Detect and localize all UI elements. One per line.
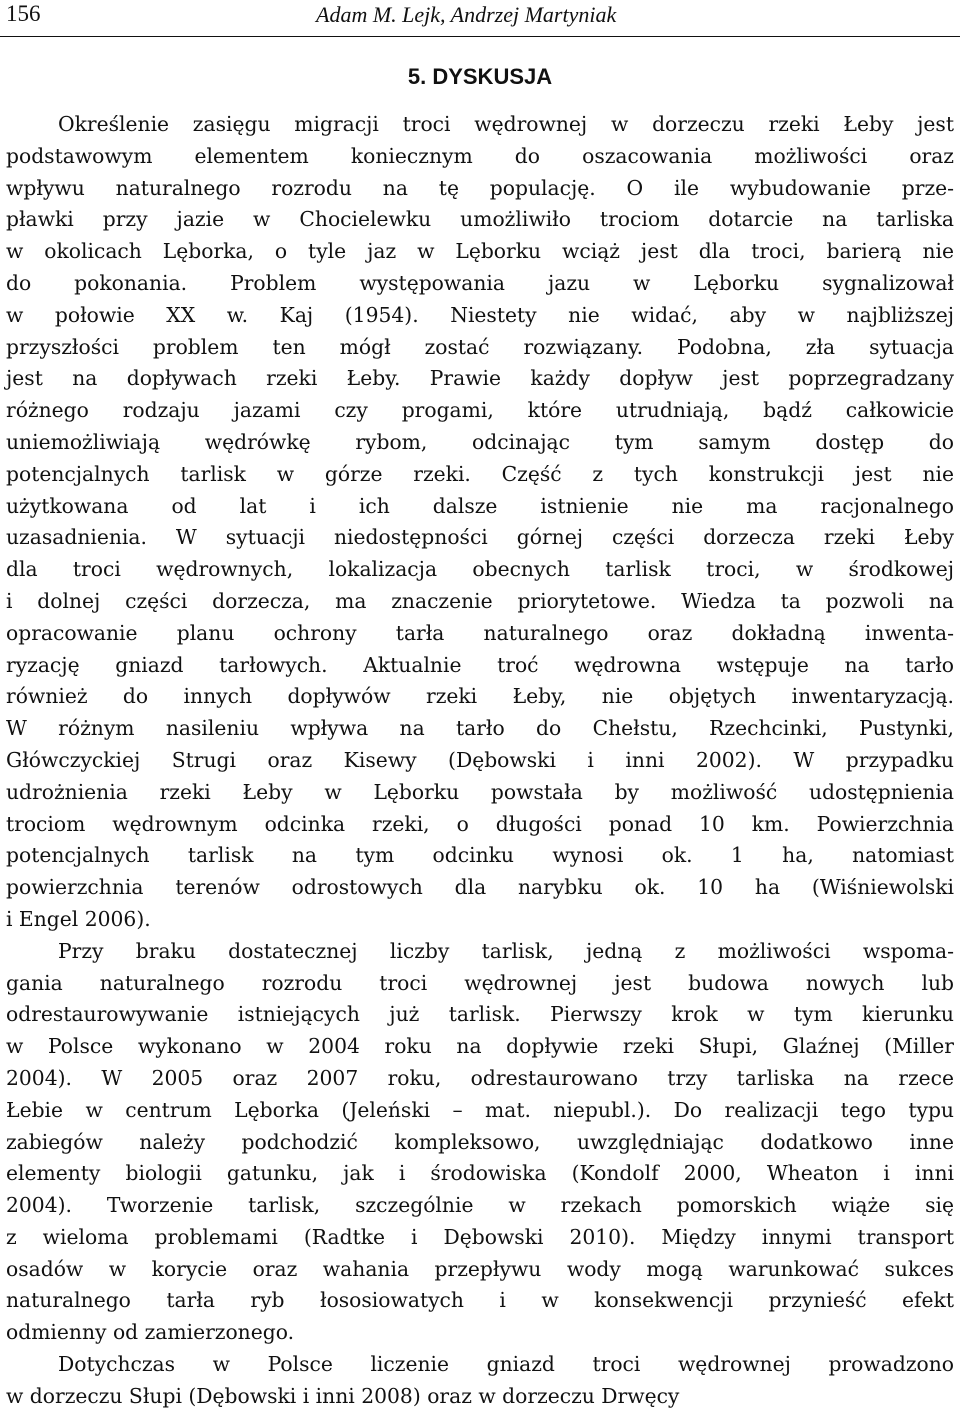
running-head: Adam M. Lejk, Andrzej Martyniak [316,2,617,27]
text-line: potencjalnych tarlisk na tym odcinku wynosi ok. 1 ha, natomiast [6,843,954,868]
text-line: Dotychczas w Polsce liczenie gniazd troci wędrownej prowadzono [58,1352,954,1377]
text-line: trociom wędrownym odcinka rzeki, o długości ponad 10 km. Powierzchnia [6,811,954,836]
text-line: dla troci wędrownych, lokalizacja obecnych tarlisk troci, w środkowej [6,557,954,582]
paragraph [6,109,954,936]
text-line: uniemożliwiają wędrówkę rybom, odcinając tym samym dostęp do [6,429,954,454]
text-line: zabiegów należy podchodzić kompleksowo, uwzględniając dodatkowo inne [6,1129,954,1154]
text-line: elementy biologii gatunku, jak i środowiska (Kondolf 2000, Wheaton i inni [6,1161,954,1186]
text-line: Określenie zasięgu migracji troci wędrownej w dorzeczu rzeki Łeby jest [58,112,954,136]
text-line: wpływu naturalnego rozrodu na tę populację. O ile wybudowanie prze- [6,175,954,200]
text-line: osadów w korycie oraz wahania przepływu wody mogą warunkować sukces [6,1256,954,1281]
text-line: udrożnienia rzeki Łeby w Lęborku powstała by możliwość udostępnienia [6,779,954,804]
text-line: i Engel 2006). [6,906,151,931]
text-line: przyszłości problem ten mógł zostać rozwiązany. Podobna, zła sytuacja [6,334,954,359]
text-line: użytkowana od lat i ich dalsze istnienie nie ma racjonalnego [6,493,954,518]
text-line: różnego rodzaju jazami czy progami, które utrudniają, bądź całkowicie [6,398,954,423]
text-line: pławki przy jazie w Chocielewku umożliwiło trociom dotarcie na tarliska [6,207,954,232]
text-line: i dolnej części dorzecza, ma znaczenie priorytetowe. Wiedza ta pozwoli na [6,588,954,613]
text-line: Główczyckiej Strugi oraz Kisewy (Dębowski i inni 2002). W przypadku [6,747,954,772]
text-line: uzasadnienia. W sytuacji niedostępności górnej części dorzecza rzeki Łeby [6,525,954,550]
text-line: z wieloma problemami (Radtke i Dębowski 2010). Między innymi transport [6,1224,954,1249]
text-line: odmienny od zamierzonego. [6,1320,295,1345]
text-line: podstawowym elementem koniecznym do oszacowania możliwości oraz [6,143,954,168]
text-line: odrestaurowywanie istniejących już tarlisk. Pierwszy krok w tym kierunku [6,1002,954,1027]
page-header [0,0,960,37]
text-line: w okolicach Lęborka, o tyle jaz w Lęborku wciąż jest dla troci, barierą nie [6,239,954,264]
section-title: 5. DYSKUSJA [407,64,553,89]
text-line: do pokonania. Problem występowania jazu w Lęborku sygnalizował [6,270,954,295]
text-line: ryzację gniazd tarłowych. Aktualnie troć wędrowna wstępuje na tarło [6,652,954,677]
text-line: w dorzeczu Słupi (Dębowski i inni 2008) oraz w dorzeczu Drwęcy [6,1383,680,1408]
text-line: Łebie w centrum Lęborka (Jeleński – mat. niepubl.). Do realizacji tego typu [6,1097,954,1122]
text-line: również do innych dopływów rzeki Łeby, nie objętych inwentaryzacją. [6,684,954,709]
text-line: opracowanie planu ochrony tarła naturalnego oraz dokładną inwenta- [6,620,954,645]
paragraph [6,1349,954,1413]
text-line: 2004). Tworzenie tarlisk, szczególnie w rzekach pomorskich wiąże się [6,1193,954,1218]
text-line: powierzchnia terenów odrostowych dla narybku ok. 10 ha (Wiśniewolski [6,875,954,900]
text-line: jest na dopływach rzeki Łeby. Prawie każdy dopływ jest poprzegradzany [6,366,954,391]
paragraph [6,936,954,1349]
page-number: 156 [6,1,41,26]
text-line: W różnym nasileniu wpływa na tarło do Chełstu, Rzechcinki, Pustynki, [6,716,954,741]
text-line: w Polsce wykonano w 2004 roku na dopływie rzeki Słupi, Glaźnej (Miller [6,1034,954,1059]
article-body [6,109,954,1413]
text-line: naturalnego tarła ryb łososiowatych i w konsekwencji przynieść efekt [6,1288,954,1313]
text-line: w połowie XX w. Kaj (1954). Niestety nie widać, aby w najbliższej [6,302,954,327]
text-line: potencjalnych tarlisk w górze rzeki. Część z tych konstrukcji jest nie [6,461,954,486]
text-line: 2004). W 2005 oraz 2007 roku, odrestaurowano trzy tarliska na rzece [6,1065,954,1090]
text-line: Przy braku dostatecznej liczby tarlisk, jedną z możliwości wspoma- [58,938,954,963]
text-line: gania naturalnego rozrodu troci wędrownej jest budowa nowych lub [6,970,954,995]
